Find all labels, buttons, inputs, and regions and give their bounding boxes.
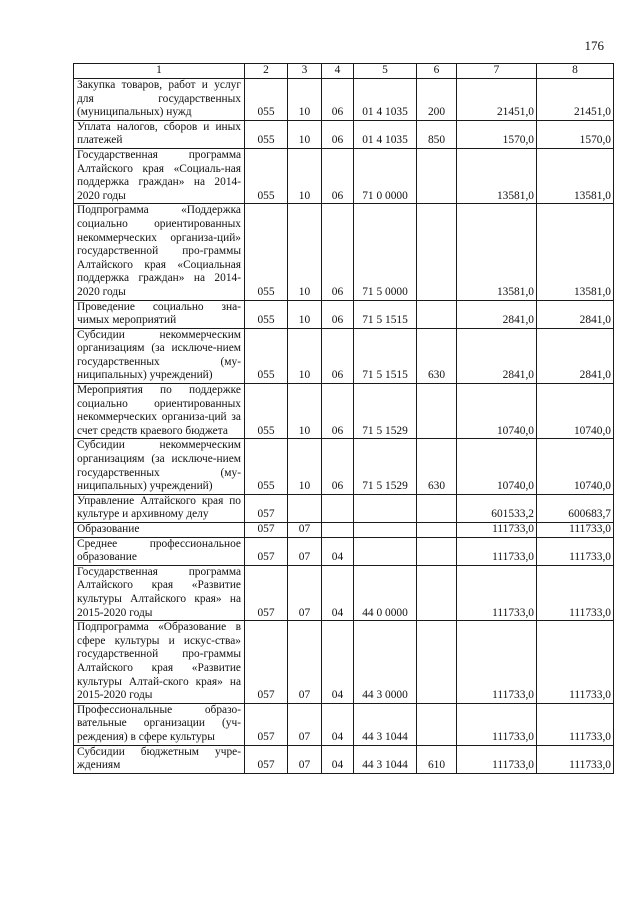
amount-year-2: 111733,0 (537, 565, 614, 620)
section-code: 10 (288, 148, 322, 203)
amount-year-2: 1570,0 (537, 120, 614, 148)
subsection-code: 06 (322, 439, 354, 494)
column-number-row (74, 64, 614, 79)
target-article-code: 44 3 0000 (354, 621, 417, 704)
expense-type-code (417, 523, 457, 538)
target-article-code: 01 4 1035 (354, 79, 417, 121)
subsection-code: 06 (322, 384, 354, 439)
table-row (74, 523, 614, 538)
ministry-code: 057 (245, 565, 288, 620)
ministry-code: 057 (245, 523, 288, 538)
ministry-code: 057 (245, 621, 288, 704)
section-code: 07 (288, 621, 322, 704)
target-article-code: 44 3 1044 (354, 745, 417, 773)
expense-type-code: 200 (417, 79, 457, 121)
ministry-code: 055 (245, 328, 288, 383)
amount-year-1: 111733,0 (457, 523, 537, 538)
expense-type-code (417, 703, 457, 745)
subsection-code: 06 (322, 120, 354, 148)
ministry-code: 057 (245, 745, 288, 773)
subsection-code: 06 (322, 300, 354, 328)
column-header: 4 (322, 64, 354, 79)
expense-type-code: 630 (417, 439, 457, 494)
expense-type-code (417, 565, 457, 620)
amount-year-2: 111733,0 (537, 745, 614, 773)
amount-year-1: 10740,0 (457, 439, 537, 494)
section-code: 07 (288, 537, 322, 565)
target-article-code: 01 4 1035 (354, 120, 417, 148)
column-header: 2 (245, 64, 288, 79)
amount-year-2: 2841,0 (537, 300, 614, 328)
section-code: 07 (288, 523, 322, 538)
amount-year-2: 10740,0 (537, 439, 614, 494)
budget-table (73, 63, 614, 774)
target-article-code: 44 0 0000 (354, 565, 417, 620)
section-code: 07 (288, 703, 322, 745)
section-code: 10 (288, 300, 322, 328)
target-article-code: 71 5 1515 (354, 300, 417, 328)
ministry-code: 055 (245, 439, 288, 494)
amount-year-2: 111733,0 (537, 621, 614, 704)
target-article-code: 71 0 0000 (354, 148, 417, 203)
amount-year-1: 111733,0 (457, 537, 537, 565)
table-row (74, 703, 614, 745)
amount-year-2: 111733,0 (537, 703, 614, 745)
page-number: 176 (584, 38, 604, 53)
ministry-code: 055 (245, 204, 288, 300)
target-article-code: 71 5 1529 (354, 439, 417, 494)
ministry-code: 055 (245, 120, 288, 148)
section-code: 10 (288, 204, 322, 300)
subsection-code: 06 (322, 328, 354, 383)
row-name: Управление Алтайского края по культуре и архивному делу (74, 494, 245, 522)
section-code: 10 (288, 384, 322, 439)
ministry-code: 055 (245, 300, 288, 328)
subsection-code: 04 (322, 621, 354, 704)
table-row (74, 745, 614, 773)
subsection-code: 04 (322, 703, 354, 745)
row-name: Закупка товаров, работ и услуг для государственных (муниципальных) нужд (74, 79, 245, 121)
amount-year-1: 111733,0 (457, 745, 537, 773)
amount-year-1: 601533,2 (457, 494, 537, 522)
amount-year-1: 2841,0 (457, 328, 537, 383)
amount-year-1: 1570,0 (457, 120, 537, 148)
ministry-code: 055 (245, 79, 288, 121)
amount-year-2: 600683,7 (537, 494, 614, 522)
subsection-code: 04 (322, 745, 354, 773)
ministry-code: 057 (245, 703, 288, 745)
section-code: 10 (288, 79, 322, 121)
ministry-code: 057 (245, 494, 288, 522)
target-article-code: 71 5 0000 (354, 204, 417, 300)
target-article-code (354, 494, 417, 522)
expense-type-code (417, 204, 457, 300)
subsection-code: 04 (322, 565, 354, 620)
column-header: 5 (354, 64, 417, 79)
expense-type-code: 610 (417, 745, 457, 773)
amount-year-1: 111733,0 (457, 621, 537, 704)
table-row (74, 328, 614, 383)
expense-type-code (417, 621, 457, 704)
subsection-code (322, 523, 354, 538)
column-header: 7 (457, 64, 537, 79)
table-row (74, 621, 614, 704)
table-row (74, 300, 614, 328)
table-row (74, 148, 614, 203)
column-header: 8 (537, 64, 614, 79)
table-row (74, 439, 614, 494)
amount-year-1: 13581,0 (457, 148, 537, 203)
subsection-code: 04 (322, 537, 354, 565)
section-code: 07 (288, 565, 322, 620)
section-code: 10 (288, 328, 322, 383)
row-name: Образование (74, 523, 245, 538)
table-row (74, 79, 614, 121)
column-header: 1 (74, 64, 245, 79)
section-code (288, 494, 322, 522)
subsection-code: 06 (322, 148, 354, 203)
subsection-code: 06 (322, 204, 354, 300)
amount-year-2: 2841,0 (537, 328, 614, 383)
ministry-code: 055 (245, 148, 288, 203)
row-name: Мероприятия по поддержке социально ориентированных некоммерческих организа-ций за счет средств краевого бюджета (74, 384, 245, 439)
row-name: Профессиональные образо-вательные организации (уч-реждения) в сфере культуры (74, 703, 245, 745)
amount-year-2: 13581,0 (537, 148, 614, 203)
expense-type-code (417, 300, 457, 328)
amount-year-1: 21451,0 (457, 79, 537, 121)
amount-year-2: 111733,0 (537, 537, 614, 565)
ministry-code: 055 (245, 384, 288, 439)
expense-type-code: 850 (417, 120, 457, 148)
column-header: 6 (417, 64, 457, 79)
target-article-code: 71 5 1515 (354, 328, 417, 383)
expense-type-code (417, 384, 457, 439)
subsection-code (322, 494, 354, 522)
target-article-code (354, 537, 417, 565)
section-code: 10 (288, 439, 322, 494)
column-header: 3 (288, 64, 322, 79)
table-row (74, 494, 614, 522)
row-name: Субсидии некоммерческим организациям (за исключе-нием государственных (му-ниципальных) учреждений) (74, 328, 245, 383)
expense-type-code (417, 537, 457, 565)
amount-year-1: 10740,0 (457, 384, 537, 439)
row-name: Уплата налогов, сборов и иных платежей (74, 120, 245, 148)
expense-type-code: 630 (417, 328, 457, 383)
table-row (74, 120, 614, 148)
section-code: 10 (288, 120, 322, 148)
subsection-code: 06 (322, 79, 354, 121)
expense-type-code (417, 148, 457, 203)
table-row (74, 537, 614, 565)
table-row (74, 565, 614, 620)
row-name: Субсидии некоммерческим организациям (за исключе-нием государственных (му-ниципальных) учреждений) (74, 439, 245, 494)
amount-year-1: 13581,0 (457, 204, 537, 300)
target-article-code: 71 5 1529 (354, 384, 417, 439)
amount-year-1: 111733,0 (457, 565, 537, 620)
target-article-code (354, 523, 417, 538)
budget-table-body (74, 79, 614, 774)
expense-type-code (417, 494, 457, 522)
table-row (74, 384, 614, 439)
row-name: Государственная программа Алтайского края «Социаль-ная поддержка граждан» на 2014-2020 годы (74, 148, 245, 203)
amount-year-2: 111733,0 (537, 523, 614, 538)
row-name: Государственная программа Алтайского края «Развитие культуры Алтайского края» на 2015-2020 годы (74, 565, 245, 620)
row-name: Субсидии бюджетным учре-ждениям (74, 745, 245, 773)
target-article-code: 44 3 1044 (354, 703, 417, 745)
amount-year-2: 10740,0 (537, 384, 614, 439)
row-name: Среднее профессиональное образование (74, 537, 245, 565)
ministry-code: 057 (245, 537, 288, 565)
amount-year-1: 2841,0 (457, 300, 537, 328)
row-name: Проведение социально зна-чимых мероприятий (74, 300, 245, 328)
section-code: 07 (288, 745, 322, 773)
amount-year-2: 13581,0 (537, 204, 614, 300)
row-name: Подпрограмма «Поддержка социально ориентированных некоммерческих организа-ций» государственной про-граммы Алтайского края «Социальная поддержка граждан» на 2014-2020 годы (74, 204, 245, 300)
amount-year-2: 21451,0 (537, 79, 614, 121)
table-row (74, 204, 614, 300)
amount-year-1: 111733,0 (457, 703, 537, 745)
row-name: Подпрограмма «Образование в сфере культуры и искус-ства» государственной про-граммы Алтайского края «Развитие культуры Алтай-ского края» на 2015-2020 годы (74, 621, 245, 704)
